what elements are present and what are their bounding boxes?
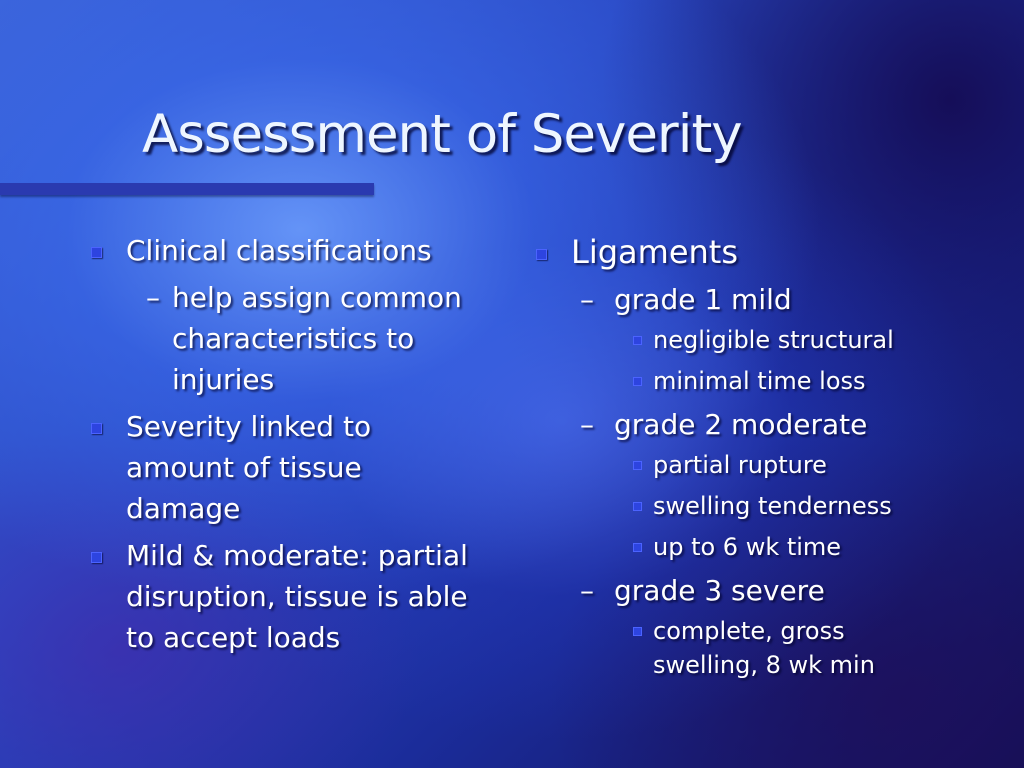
square-bullet-icon <box>91 247 102 258</box>
grade-item <box>580 571 953 611</box>
grade-item <box>580 405 953 445</box>
grade-label: grade 3 severe <box>614 574 825 607</box>
left-column <box>88 230 508 664</box>
sub-bullet-text: help assign common characteristics to injuries <box>172 281 462 396</box>
bullet-heading: Ligaments <box>571 233 738 271</box>
slide-title: Assessment of Severity <box>142 104 742 165</box>
sub-bullet-item <box>126 277 502 400</box>
dash-icon: – <box>146 281 160 314</box>
grade-point-text: partial rupture <box>653 451 827 479</box>
bullet-item <box>88 535 496 658</box>
bullet-item-ligaments <box>533 230 953 274</box>
bullet-item <box>88 230 508 271</box>
dash-icon: – <box>580 408 594 441</box>
square-bullet-icon <box>633 502 642 511</box>
dash-icon: – <box>580 574 594 607</box>
bullet-text: Severity linked to amount of tissue damage <box>126 410 372 525</box>
square-bullet-icon <box>536 249 547 260</box>
right-column <box>533 230 953 689</box>
title-underline-bar <box>0 183 374 195</box>
square-bullet-icon <box>633 377 642 386</box>
bullet-text: Mild & moderate: partial disruption, tissue is able to accept loads <box>126 539 468 654</box>
square-bullet-icon <box>91 552 102 563</box>
dash-icon: – <box>580 283 594 316</box>
grade-label: grade 1 mild <box>614 283 792 316</box>
bullet-item <box>88 406 426 529</box>
square-bullet-icon <box>633 627 642 636</box>
grade-point-text: up to 6 wk time <box>653 533 842 561</box>
grade-point <box>627 448 953 482</box>
grade-point <box>627 323 953 357</box>
grade-point-text: negligible structural <box>653 326 894 354</box>
grade-point <box>627 614 903 682</box>
grade-point <box>627 364 953 398</box>
grade-label: grade 2 moderate <box>614 408 868 441</box>
square-bullet-icon <box>91 423 102 434</box>
grade-point-text: minimal time loss <box>653 367 866 395</box>
bullet-text: Clinical classifications <box>126 234 432 267</box>
square-bullet-icon <box>633 336 642 345</box>
grade-point-text: complete, gross swelling, 8 wk min <box>653 617 875 679</box>
grade-point-text: swelling tenderness <box>653 492 892 520</box>
square-bullet-icon <box>633 461 642 470</box>
grade-point <box>627 489 953 523</box>
grade-point <box>627 530 953 564</box>
grade-item <box>580 280 953 320</box>
square-bullet-icon <box>633 543 642 552</box>
